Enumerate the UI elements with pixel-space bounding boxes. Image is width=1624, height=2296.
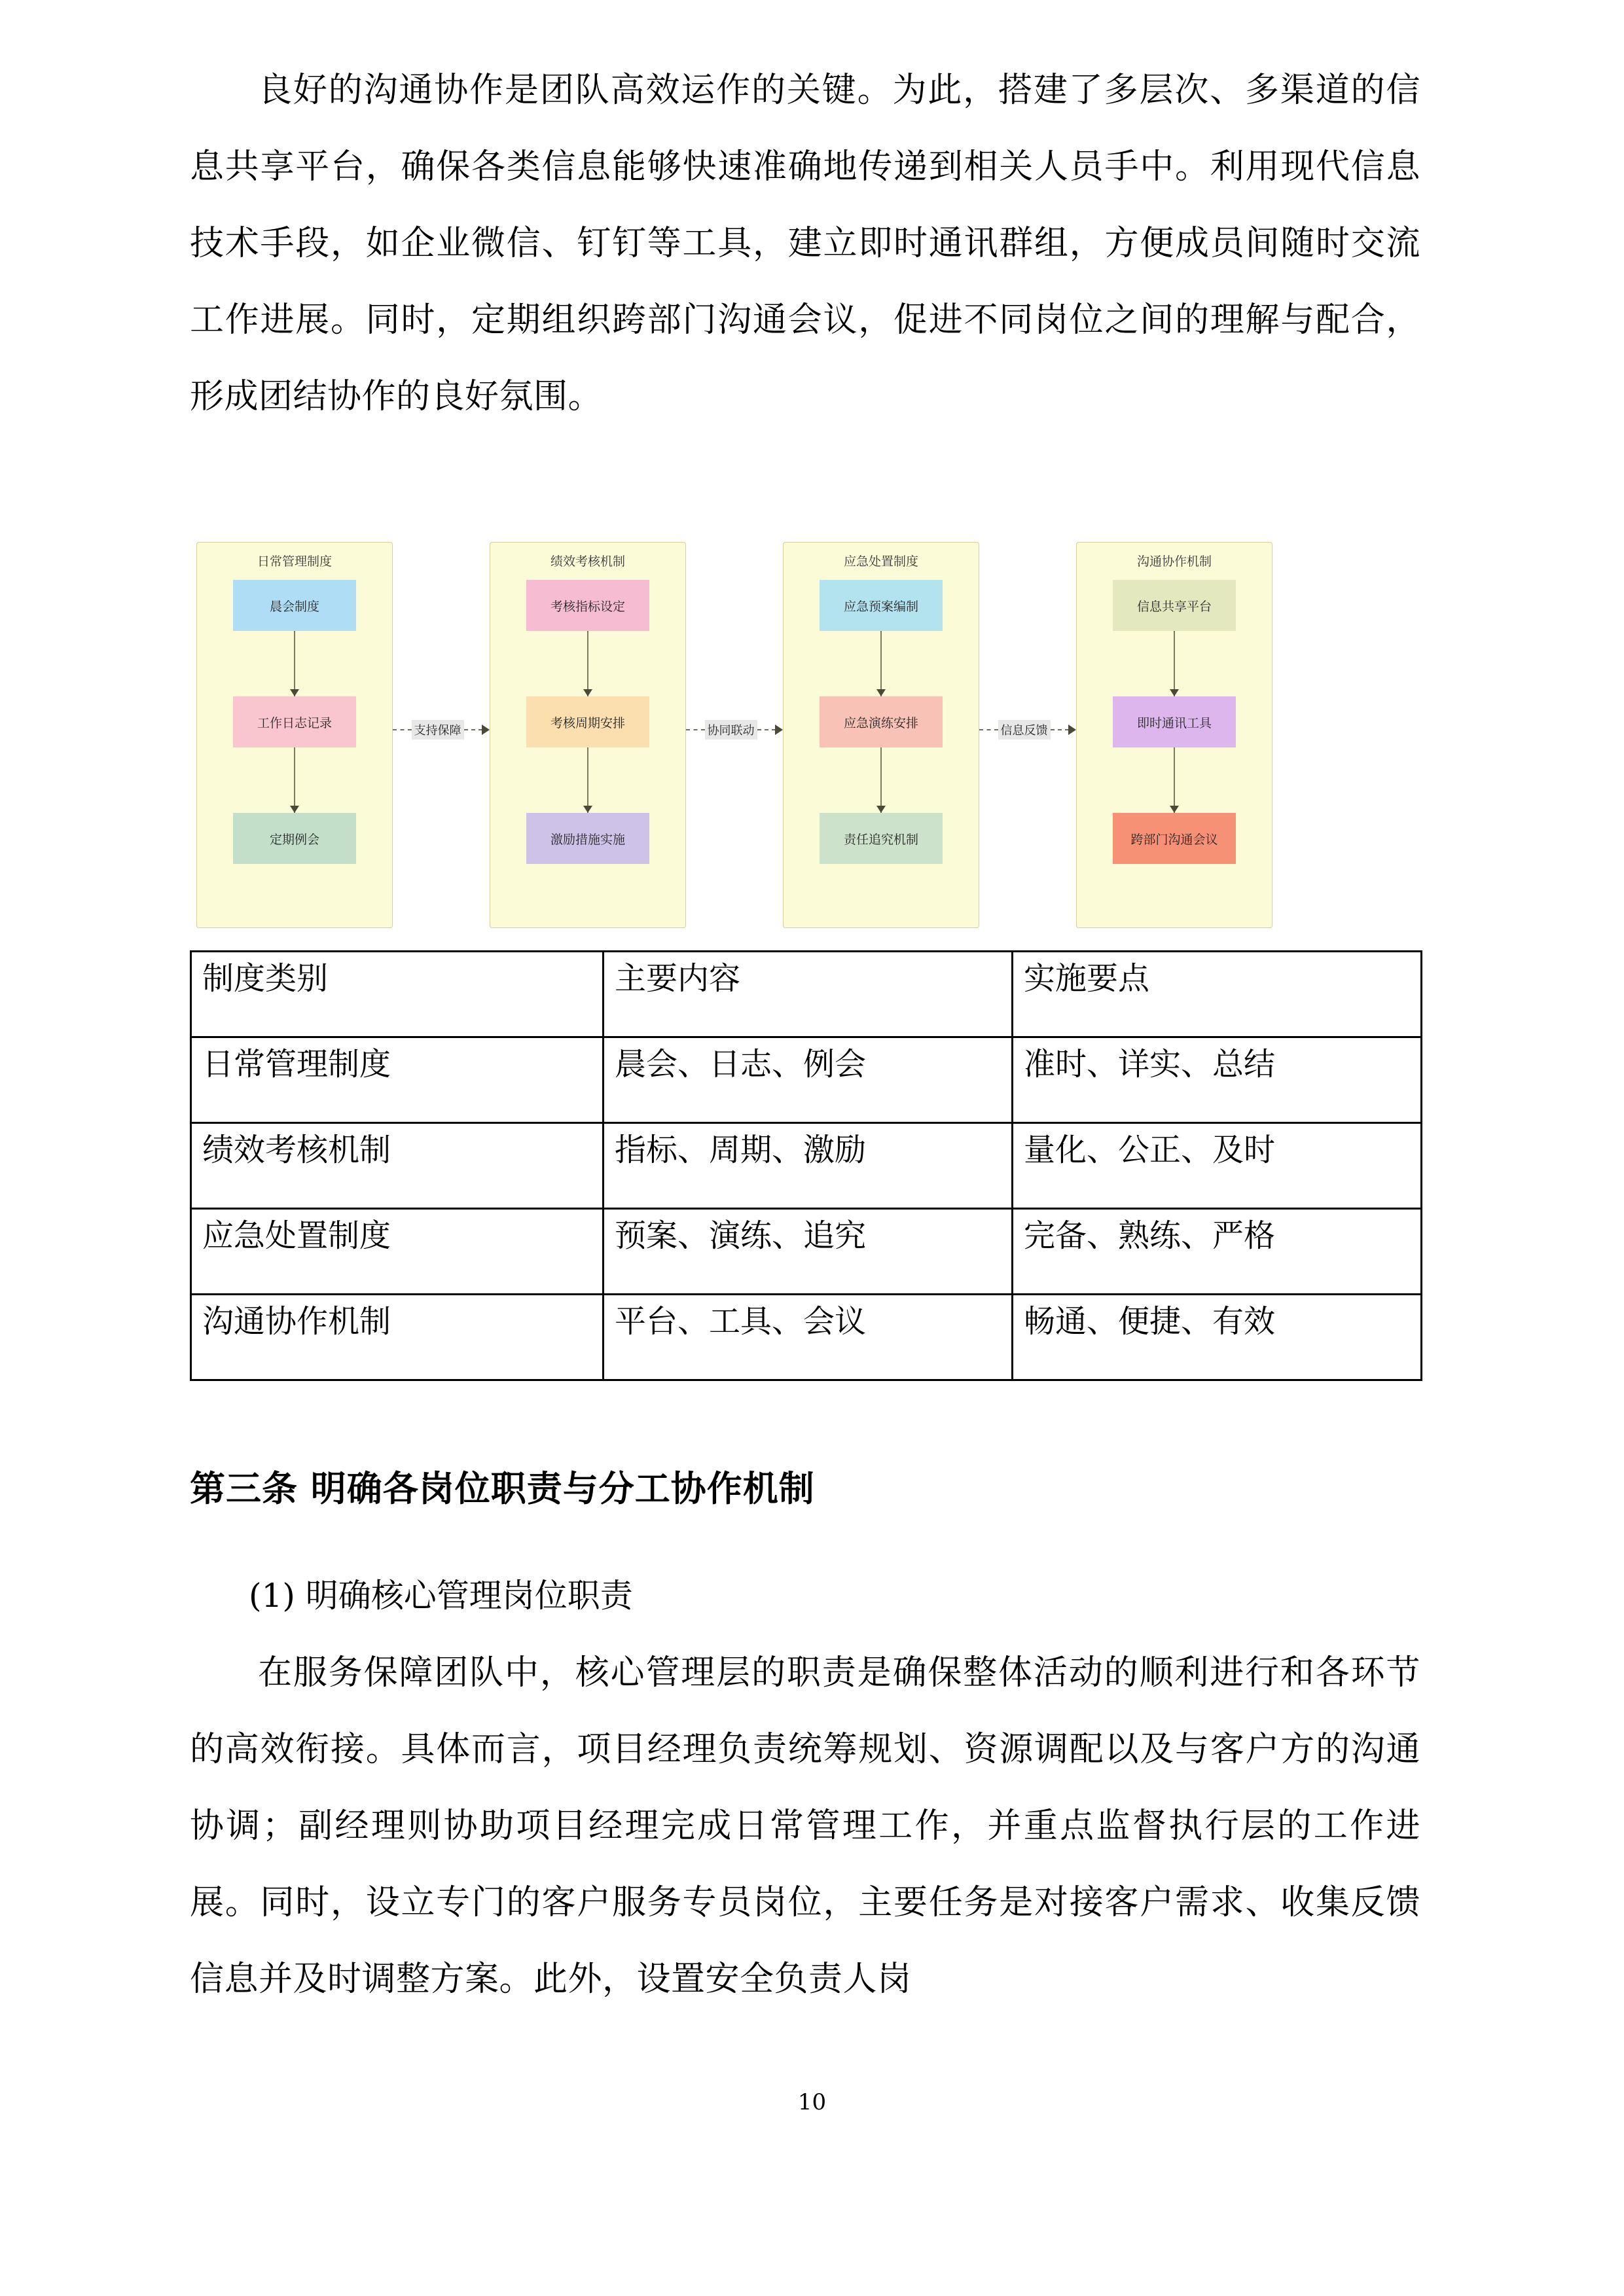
arrow-down [294, 631, 295, 696]
cluster-performance-assessment [490, 542, 686, 928]
table-header-row [191, 952, 1422, 1037]
dashed-line [979, 729, 998, 730]
arrow-down [1174, 631, 1175, 696]
connector-label: 支持保障 [412, 720, 464, 740]
arrow-right-icon [1068, 725, 1076, 735]
table-header-cell: 制度类别 [191, 952, 604, 1037]
node-accountability [820, 813, 943, 864]
table-cell: 畅通、便捷、有效 [1013, 1295, 1422, 1380]
table-cell: 沟通协作机制 [191, 1295, 604, 1380]
connector-body [979, 720, 1076, 740]
table-cell: 准时、详实、总结 [1013, 1037, 1422, 1123]
paragraph-communication-text: 良好的沟通协作是团队高效运作的关键。为此，搭建了多层次、多渠道的信息共享平台，确保各类信息能够快速准确地传递到相关人员手中。利用现代信息技术手段，如企业微信、钉钉等工具，建立即时通讯群组，方便成员间随时交流工作进展。同时，定期组织跨部门沟通会议，促进不同岗位之间的理解与配合，形成团结协作的良好氛围。 [190, 71, 1420, 416]
connector-label: 协同联动 [705, 720, 757, 740]
cluster-daily-management [196, 542, 393, 928]
node-incentive-measures [526, 813, 649, 864]
section-subheading: (1) 明确核心管理岗位职责 [249, 1577, 633, 1615]
node-label: 考核周期安排 [550, 715, 625, 730]
node-work-log [233, 696, 356, 747]
connector-support-guarantee [393, 542, 490, 928]
connector-label: 信息反馈 [998, 720, 1051, 740]
node-label: 应急预案编制 [843, 599, 918, 614]
connector-body [393, 720, 490, 740]
section-heading: 第三条 明确各岗位职责与分工协作机制 [190, 1468, 815, 1509]
node-label: 激励措施实施 [550, 832, 625, 847]
node-label: 工作日志记录 [257, 715, 332, 730]
arrow-down [587, 747, 588, 813]
paragraph-core-management-text: 在服务保障团队中，核心管理层的职责是确保整体活动的顺利进行和各环节的高效衔接。具体而言，项目经理负责统筹规划、资源调配以及与客户方的沟通协调；副经理则协助项目经理完成日常管理工作，并重点监督执行层的工作进展。同时，设立专门的客户服务专员岗位，主要任务是对接客户需求、收集反馈信息并及时调整方案。此外，设置安全负责人岗 [190, 1653, 1420, 1999]
table-header-cell: 实施要点 [1013, 952, 1422, 1037]
node-cross-dept-meeting [1113, 813, 1236, 864]
node-label: 信息共享平台 [1136, 599, 1212, 614]
node-info-sharing-platform [1113, 580, 1236, 631]
systems-summary-table [190, 950, 1422, 1381]
node-label: 应急演练安排 [843, 715, 918, 730]
cluster-communication-collaboration [1076, 542, 1272, 928]
table-cell: 量化、公正、及时 [1013, 1123, 1422, 1209]
cluster-emergency-response [783, 542, 979, 928]
dashed-line [1051, 729, 1070, 730]
arrow-down [880, 631, 882, 696]
node-label: 跨部门沟通会议 [1130, 832, 1218, 847]
node-label: 责任追究机制 [843, 832, 918, 847]
node-label: 定期例会 [269, 832, 319, 847]
table-cell: 绩效考核机制 [191, 1123, 604, 1209]
table-cell: 日常管理制度 [191, 1037, 604, 1123]
node-label: 晨会制度 [269, 599, 319, 614]
table-header-cell: 主要内容 [604, 952, 1013, 1037]
connector-information-feedback [979, 542, 1076, 928]
dashed-line [686, 729, 705, 730]
table-cell: 晨会、日志、例会 [604, 1037, 1013, 1123]
connector-coordinated-action [686, 542, 783, 928]
table-row [191, 1123, 1422, 1209]
arrow-down [1174, 747, 1175, 813]
connector-body [686, 720, 783, 740]
arrow-right-icon [775, 725, 783, 735]
page-number: 10 [797, 2089, 827, 2115]
node-emergency-drill [820, 696, 943, 747]
table-row [191, 1037, 1422, 1123]
node-morning-meeting [233, 580, 356, 631]
node-regular-meeting [233, 813, 356, 864]
node-emergency-plan [820, 580, 943, 631]
arrow-down [880, 747, 882, 813]
arrow-down [294, 747, 295, 813]
table-cell: 平台、工具、会议 [604, 1295, 1013, 1380]
cluster-title: 绩效考核机制 [550, 554, 625, 569]
cluster-title: 日常管理制度 [257, 554, 332, 569]
node-label: 即时通讯工具 [1136, 715, 1212, 730]
paragraph-communication [190, 52, 1420, 435]
arrow-right-icon [482, 725, 490, 735]
dashed-line [757, 729, 776, 730]
table-cell: 指标、周期、激励 [604, 1123, 1013, 1209]
node-instant-messaging [1113, 696, 1236, 747]
table-row [191, 1295, 1422, 1380]
table-row [191, 1209, 1422, 1295]
table-cell: 预案、演练、追究 [604, 1209, 1013, 1295]
arrow-down [587, 631, 588, 696]
paragraph-core-management [190, 1635, 1420, 2018]
management-systems-flowchart [196, 542, 1414, 928]
table-cell: 应急处置制度 [191, 1209, 604, 1295]
node-label: 考核指标设定 [550, 599, 625, 614]
cluster-title: 应急处置制度 [843, 554, 918, 569]
node-assessment-cycle [526, 696, 649, 747]
node-assessment-indicators [526, 580, 649, 631]
dashed-line [393, 729, 412, 730]
table-cell: 完备、熟练、严格 [1013, 1209, 1422, 1295]
cluster-title: 沟通协作机制 [1136, 554, 1212, 569]
dashed-line [464, 729, 483, 730]
